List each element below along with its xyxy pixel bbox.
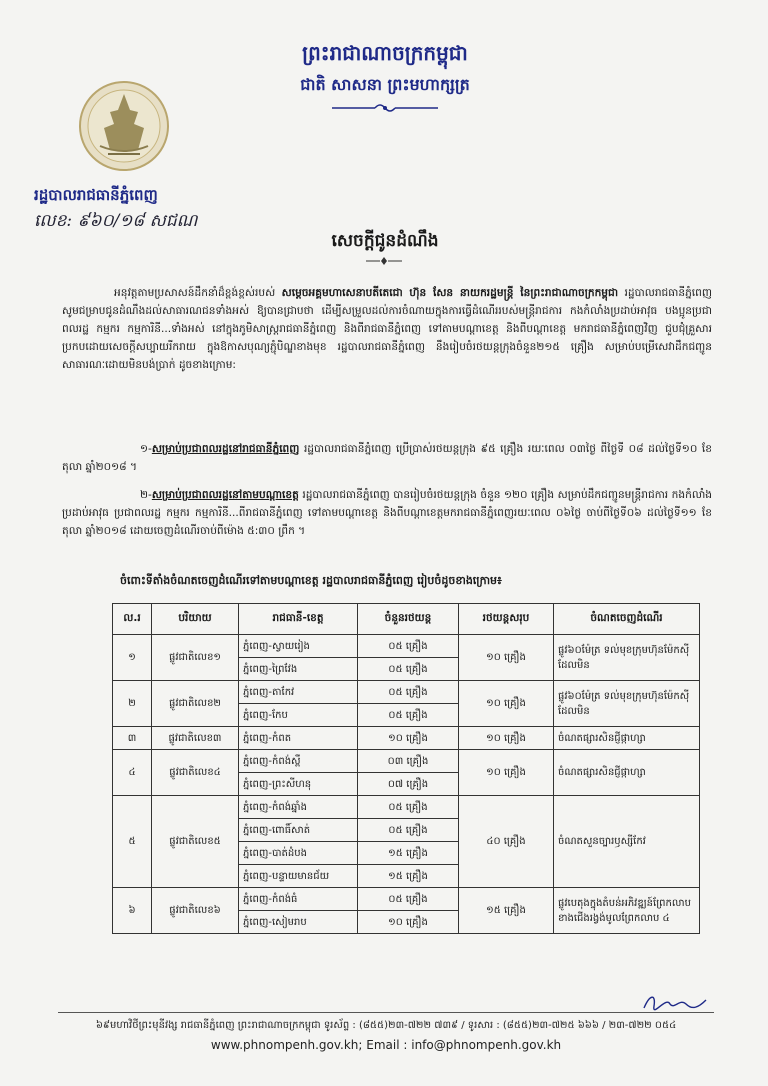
item-1-heading: សម្រាប់ប្រជាពលរដ្ឋនៅរាជធានីភ្នំពេញ [151,443,300,455]
departure-point-cell: ចំណតសួនច្បារឫស្សីកែវ [554,796,700,888]
road-cell: ផ្លូវជាតិលេខ១ [152,635,239,681]
header-bus-count: ចំនួនរថយន្ត [358,604,459,635]
header-province: រាជធានី-ខេត្ត [239,604,358,635]
route-cell: ភ្នំពេញ-ព្រៃវែង [239,658,358,681]
row-number-cell: ៣ [113,727,152,750]
bus-total-cell: ១៥ គ្រឿង [459,888,554,934]
intro-rest-text: រដ្ឋបាលរាជធានីភ្នំពេញ សូមជម្រាបជូនដំណឹងដល់សាធារណជនទាំងអស់ ឱ្យបានជ្រាបថា ដើម្បីសម្រួលដល់ការចំណាយក្នុងការធ្វើដំណើររបស់មន្ត្រីរាជការ កងកំលាំងប្រដាប់អាវុធ បងប្អូនប្រជាពលរដ្ឋ កម្មករ កម្មការិនី...ទាំងអស់ នៅក្នុងភូមិសាស្ត្ររាជធានីភ្នំពេញ និងពីរាជធានីភ្នំពេញ ទៅតាមបណ្ដាខេត្ត និងពីបណ្ដាខេត្ត មករាជធានីភ្នំពេញវិញ ជួបជុំគ្រួសារប្រកបដោយសេចក្ដីសប្បាយរីករាយ ក្នុងឱកាសបុណ្យភ្ជុំបិណ្ឌខាងមុខ រដ្ឋបាលរាជធានីភ្នំពេញ នឹងរៀបចំរថយន្តក្រុងចំនួន២១៥ គ្រឿង សម្រាប់បម្រើសេវាដឹកជញ្ជូនសាធារណៈដោយមិនបង់ប្រាក់ ដូចខាងក្រោម: [62,287,712,371]
table-row [113,796,700,819]
item-1-number: ១- [140,443,152,455]
row-number-cell: ៤ [113,750,152,796]
route-cell: ភ្នំពេញ-កំពង់ធំ [239,888,358,911]
bus-count-cell: ០៥ គ្រឿង [358,635,459,658]
departure-point-cell: ផ្លូវ៦០ម៉ែត្រ ទល់មុខក្រុមហ៊ុនម៉ែកស៊ីដែលមិន [554,681,700,727]
document-title: សេចក្ដីជូនដំណឹង [331,231,439,251]
route-cell: ភ្នំពេញ-ស្វាយរៀង [239,635,358,658]
row-number-cell: ៥ [113,796,152,888]
route-cell: ភ្នំពេញ-កែប [239,704,358,727]
table-body [113,635,700,934]
route-cell: ភ្នំពេញ-បាត់ដំបង [239,842,358,865]
item-2 [62,486,712,540]
road-cell: ផ្លូវជាតិលេខ៤ [152,750,239,796]
intro-paragraph [62,284,712,374]
bus-count-cell: ១០ គ្រឿង [358,911,459,934]
bus-count-cell: ០៥ គ្រឿង [358,681,459,704]
national-motto: ជាតិ សាសនា ព្រះមហាក្សត្រ [300,75,470,94]
footer-contact[interactable]: www.phnompenh.gov.kh; Email : info@phnompenh.gov.kh [210,1038,562,1052]
ornament-divider-icon [330,102,440,114]
bus-count-cell: ០៧ គ្រឿង [358,773,459,796]
road-cell: ផ្លូវជាតិលេខ៥ [152,796,239,888]
row-number-cell: ២ [113,681,152,727]
bus-total-cell: ១០ គ្រឿង [459,727,554,750]
item-2-heading: សម្រាប់ប្រជាពលរដ្ឋនៅតាមបណ្ដាខេត្ត [151,489,299,501]
bus-total-cell: ១០ គ្រឿង [459,635,554,681]
table-header-row [113,604,700,635]
route-cell: ភ្នំពេញ-កំពង់ស្ពឺ [239,750,358,773]
bus-count-cell: ១៥ គ្រឿង [358,865,459,888]
route-cell: ភ្នំពេញ-បន្ទាយមានជ័យ [239,865,358,888]
table-row [113,888,700,911]
footer-divider [58,1012,714,1013]
route-cell: ភ្នំពេញ-កំពង់ឆ្នាំង [239,796,358,819]
route-cell: ភ្នំពេញ-ព្រះសីហនុ [239,773,358,796]
bus-total-cell: ១០ គ្រឿង [459,681,554,727]
route-cell: ភ្នំពេញ-ពោធិ៍សាត់ [239,819,358,842]
departure-point-cell: ចំណតផ្សារសិនជ្ញីផ្កាហ្សា [554,727,700,750]
route-cell: ភ្នំពេញ-សៀមរាប [239,911,358,934]
kingdom-heading: ព្រះរាជាណាចក្រកម្ពុជា [302,41,468,65]
item-1-text: រដ្ឋបាលរាជធានីភ្នំពេញ ប្រើប្រាស់រថយន្តក្រុង ៩៥ គ្រឿង រយៈពេល ០៣ថ្ងៃ ពីថ្ងៃទី ០៨ ដល់ថ្ងៃទី១០ ខែតុលា ឆ្នាំ២០១៨ ។ [62,443,712,473]
table-row [113,727,700,750]
intro-bold-text: សម្ដេចអគ្គមហាសេនាបតីតេជោ ហ៊ុន សែន នាយករដ្ឋមន្ត្រី នៃព្រះរាជាណាចក្រកម្ពុជា [281,287,619,299]
bus-schedule-table [112,603,700,934]
bus-count-cell: ០៥ គ្រឿង [358,658,459,681]
bus-count-cell: ០៥ គ្រឿង [358,704,459,727]
departure-point-cell: ផ្លូវ៦០ម៉ែត្រ ទល់មុខក្រុមហ៊ុនម៉ែកស៊ីដែលមិន [554,635,700,681]
bus-total-cell: ៤០ គ្រឿង [459,796,554,888]
intro-plain-text: អនុវត្តតាមប្រសាសន៍ដឹកនាំដ៏ខ្ពង់ខ្ពស់របស់ [114,287,282,299]
table-row [113,635,700,658]
road-cell: ផ្លូវជាតិលេខ២ [152,681,239,727]
footer-address: ៦៩មហាវិថីព្រះមុនីវង្ស រាជធានីភ្នំពេញ ព្រះរាជាណាចក្រកម្ពុជា ទូរស័ព្ទ : (៨៥៥)២៣-៧២២ ៧៣៩ / ទូរសារ : (៨៥៥)២៣-៧២៥ ៦៦៦ / ២៣-៧២២ ០៥៤ [95,1020,677,1031]
bus-count-cell: ១៥ គ្រឿង [358,842,459,865]
title-ornament-icon [364,256,404,266]
phnom-penh-seal-logo [78,80,170,172]
header-no: ល.រ [113,604,152,635]
header-bus-total: រថយន្តសរុប [459,604,554,635]
bus-count-cell: ០៥ គ្រឿង [358,888,459,911]
item-1 [62,440,712,476]
bus-count-cell: ០៥ គ្រឿង [358,796,459,819]
header-departure-point: ចំណតចេញដំណើរ [554,604,700,635]
table-row [113,750,700,773]
bus-count-cell: ០៣ គ្រឿង [358,750,459,773]
table-row [113,681,700,704]
departure-point-cell: ផ្លូវបេតុងក្នុងតំបន់អភិវឌ្ឍន៍ព្រែកលាប ខាងជើងរង្វង់មូលព្រែកលាប ៤ [554,888,700,934]
bus-count-cell: ០៥ គ្រឿង [358,819,459,842]
route-cell: ភ្នំពេញ-កំពត [239,727,358,750]
signature-initials [640,990,710,1014]
departure-point-cell: ចំណតផ្សារសិនជ្ញីផ្កាហ្សា [554,750,700,796]
issuing-authority: រដ្ឋបាលរាជធានីភ្នំពេញ [34,186,158,204]
row-number-cell: ១ [113,635,152,681]
item-2-number: ២- [140,489,152,501]
bus-count-cell: ១០ គ្រឿង [358,727,459,750]
bus-total-cell: ១០ គ្រឿង [459,750,554,796]
item-2-text: រដ្ឋបាលរាជធានីភ្នំពេញ បានរៀបចំរថយន្តក្រុង ចំនួន ១២០ គ្រឿង សម្រាប់ដឹកជញ្ជូនមន្ត្រីរាជការ កងកំលាំងប្រដាប់អាវុធ ប្រជាពលរដ្ឋ កម្មករ កម្មការិនី...ពីរាជធានីភ្នំពេញ ទៅតាមបណ្ដាខេត្ត និងពីបណ្ដាខេត្តមករាជធានីភ្នំពេញរយៈពេល ០៦ថ្ងៃ ចាប់ពីថ្ងៃទី០៦ ដល់ថ្ងៃទី១១ ខែតុលា ឆ្នាំ២០១៨ ដោយចេញដំណើរចាប់ពីម៉ោង ៥:៣០ ព្រឹក ។ [62,489,712,537]
reference-number: លេខ: ៩៦០/១៨ សជណ [34,211,198,231]
header-description: បរិយាយ [152,604,239,635]
road-cell: ផ្លូវជាតិលេខ៦ [152,888,239,934]
road-cell: ផ្លូវជាតិលេខ៣ [152,727,239,750]
table-intro: ចំពោះទីតាំងចំណតចេញដំណើរទៅតាមបណ្ដាខេត្ត រដ្ឋបាលរាជធានីភ្នំពេញ រៀបចំដូចខាងក្រោម៖ [120,574,502,587]
row-number-cell: ៦ [113,888,152,934]
route-cell: ភ្នំពេញ-តាកែវ [239,681,358,704]
